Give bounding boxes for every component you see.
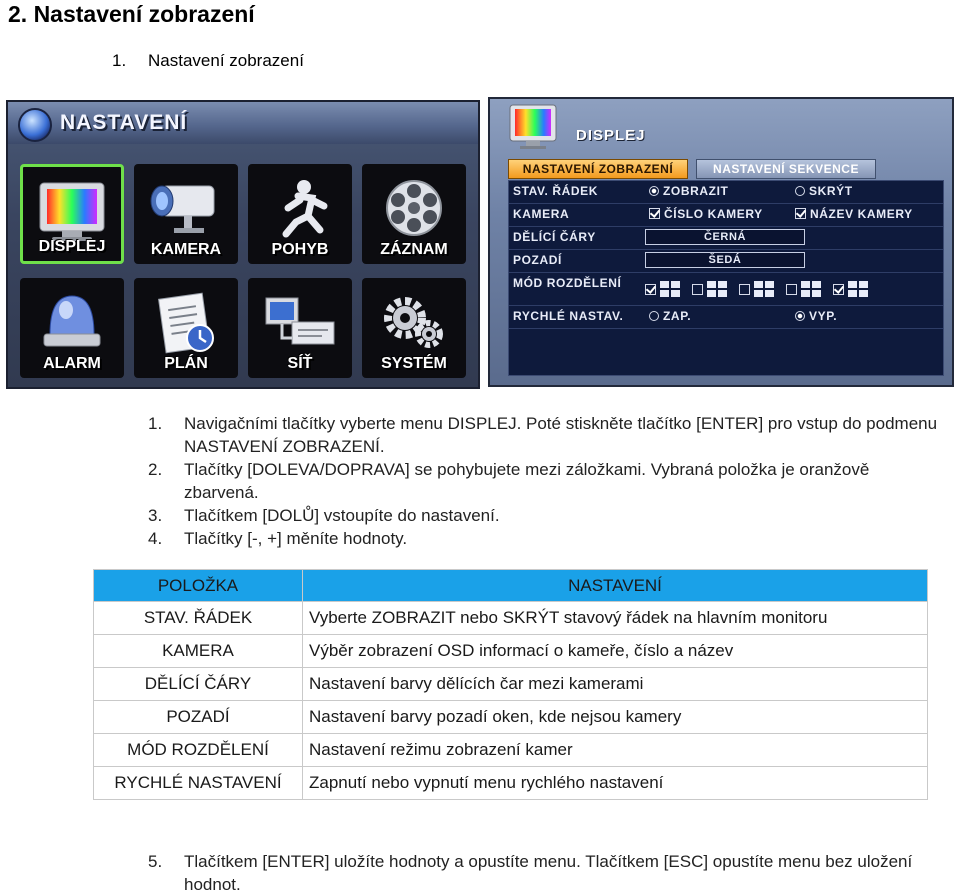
option-camera-number[interactable] [649, 207, 763, 221]
row-split-mode [509, 273, 943, 306]
radio-off-icon [795, 186, 805, 196]
radio-on-icon [649, 186, 659, 196]
tile-label: POHYB [271, 241, 329, 258]
radio-off-icon [649, 311, 659, 321]
tab-display-settings[interactable]: NASTAVENÍ ZOBRAZENÍ [508, 159, 688, 179]
option-off[interactable] [795, 309, 837, 323]
table-row [94, 734, 928, 767]
checkbox-icon [786, 284, 797, 295]
split-layout-icon [754, 281, 774, 297]
checkbox-icon [692, 284, 703, 295]
row-label: KAMERA [513, 207, 570, 221]
step-item [148, 458, 944, 504]
subsection-number: 1. [112, 51, 127, 70]
column-header-item: POLOŽKA [94, 570, 303, 602]
option-label: VYP. [809, 309, 838, 323]
table-cell-setting: Nastavení barvy dělících čar mezi kamerami [303, 668, 928, 701]
row-label: POZADÍ [513, 253, 562, 267]
table-header-row [94, 570, 928, 602]
lines-color-select[interactable]: ČERNÁ [645, 229, 805, 245]
step-text: Tlačítkem [ENTER] uložíte hodnoty a opustíte menu. Tlačítkem [ESC] opustíte menu bez uložení hodnot. [184, 852, 913, 894]
settings-table [93, 569, 928, 800]
tile-kamera[interactable] [134, 164, 238, 264]
display-screenshot [488, 97, 954, 387]
tile-displej[interactable] [20, 164, 124, 264]
option-on[interactable] [649, 309, 691, 323]
tile-system[interactable] [362, 278, 466, 378]
table-row [94, 602, 928, 635]
split-layout-icon [848, 281, 868, 297]
menu-orb-icon [18, 108, 52, 142]
schedule-icon [154, 292, 218, 354]
camera-icon [148, 178, 224, 236]
table-cell-item: MÓD ROZDĚLENÍ [94, 734, 303, 767]
row-quick-setup [509, 306, 943, 329]
steps-list [148, 412, 944, 550]
step-number: 3. [148, 506, 163, 525]
row-label: DĚLÍCÍ ČÁRY [513, 230, 596, 244]
step-number: 1. [148, 414, 163, 433]
tile-sit[interactable] [248, 278, 352, 378]
subsection-title: Nastavení zobrazení [148, 51, 304, 70]
menu-title: NASTAVENÍ [60, 111, 188, 134]
table-cell-setting: Nastavení barvy pozadí oken, kde nejsou kamery [303, 701, 928, 734]
table-cell-item: DĚLÍCÍ ČÁRY [94, 668, 303, 701]
split-mode-options[interactable] [645, 281, 868, 297]
table-row [94, 767, 928, 800]
row-dividing-lines [509, 227, 943, 250]
table-row [94, 668, 928, 701]
tile-zaznam[interactable] [362, 164, 466, 264]
split-layout-icon [660, 281, 680, 297]
tile-plan[interactable] [134, 278, 238, 378]
network-icon [262, 292, 338, 352]
gears-icon [379, 292, 449, 352]
option-label: ZOBRAZIT [663, 184, 729, 198]
option-show[interactable] [649, 184, 728, 198]
checkbox-checked-icon [795, 208, 806, 219]
table-cell-setting: Výběr zobrazení OSD informací o kameře, číslo a název [303, 635, 928, 668]
menu-titlebar [8, 102, 478, 144]
table-cell-item: KAMERA [94, 635, 303, 668]
background-color-select[interactable]: ŠEDÁ [645, 252, 805, 268]
tile-label: ALARM [43, 355, 101, 372]
option-label: SKRÝT [809, 184, 853, 198]
table-cell-setting: Vyberte ZOBRAZIT nebo SKRÝT stavový řádek na hlavním monitoru [303, 602, 928, 635]
split-layout-icon [801, 281, 821, 297]
step-text: Tlačítky [-, +] měníte hodnoty. [184, 529, 408, 548]
final-step [148, 850, 944, 896]
step-item [148, 850, 944, 896]
step-number: 2. [148, 460, 163, 479]
running-man-icon [268, 178, 332, 240]
display-title: DISPLEJ [576, 127, 646, 144]
table-cell-setting: Zapnutí nebo vypnutí menu rychlého nastavení [303, 767, 928, 800]
settings-panel [508, 180, 944, 376]
film-reel-icon [379, 178, 449, 240]
tab-sequence-settings[interactable]: NASTAVENÍ SEKVENCE [696, 159, 876, 179]
step-text: Navigačními tlačítky vyberte menu DISPLEJ. Poté stiskněte tlačítko [ENTER] pro vstup do podmenu NASTAVENÍ ZOBRAZENÍ. [184, 414, 938, 456]
monitor-icon [508, 103, 558, 151]
table-row [94, 635, 928, 668]
table-cell-setting: Nastavení režimu zobrazení kamer [303, 734, 928, 767]
checkbox-checked-icon [645, 284, 656, 295]
option-label: NÁZEV KAMERY [810, 207, 913, 221]
tile-label: PLÁN [164, 355, 208, 372]
checkbox-checked-icon [649, 208, 660, 219]
tile-label: SYSTÉM [381, 355, 447, 372]
option-label: ZAP. [663, 309, 692, 323]
monitor-icon [36, 181, 108, 243]
option-hide[interactable] [795, 184, 853, 198]
table-row [94, 701, 928, 734]
row-label: RYCHLÉ NASTAV. [513, 309, 624, 323]
step-text: Tlačítky [DOLEVA/DOPRAVA] se pohybujete mezi záložkami. Vybraná položka je oranžově zbarvená. [184, 460, 870, 502]
table-cell-item: RYCHLÉ NASTAVENÍ [94, 767, 303, 800]
tile-label: ZÁZNAM [380, 241, 448, 258]
tile-label: DISPLEJ [38, 238, 106, 255]
step-number: 4. [148, 529, 163, 548]
subsection-heading [112, 50, 304, 72]
table-cell-item: POZADÍ [94, 701, 303, 734]
option-camera-name[interactable] [795, 207, 913, 221]
split-layout-icon [707, 281, 727, 297]
option-label: ČÍSLO KAMERY [664, 207, 763, 221]
table-cell-item: STAV. ŘÁDEK [94, 602, 303, 635]
checkbox-icon [739, 284, 750, 295]
step-item [148, 504, 944, 527]
menu-screenshot [6, 100, 480, 389]
checkbox-checked-icon [833, 284, 844, 295]
alarm-light-icon [40, 292, 104, 352]
step-item [148, 527, 944, 550]
step-item [148, 412, 944, 458]
step-number: 5. [148, 852, 163, 871]
row-status-line [509, 181, 943, 204]
row-camera [509, 204, 943, 227]
tile-label: KAMERA [150, 241, 222, 258]
tile-label: SÍŤ [287, 355, 313, 372]
row-label: STAV. ŘÁDEK [513, 184, 599, 198]
section-heading: 2. Nastavení zobrazení [8, 1, 255, 27]
step-text: Tlačítkem [DOLŮ] vstoupíte do nastavení. [184, 506, 500, 525]
tile-alarm[interactable] [20, 278, 124, 378]
row-background [509, 250, 943, 273]
column-header-setting: NASTAVENÍ [303, 570, 928, 602]
tile-pohyb[interactable] [248, 164, 352, 264]
row-label: MÓD ROZDĚLENÍ [513, 276, 622, 290]
radio-on-icon [795, 311, 805, 321]
